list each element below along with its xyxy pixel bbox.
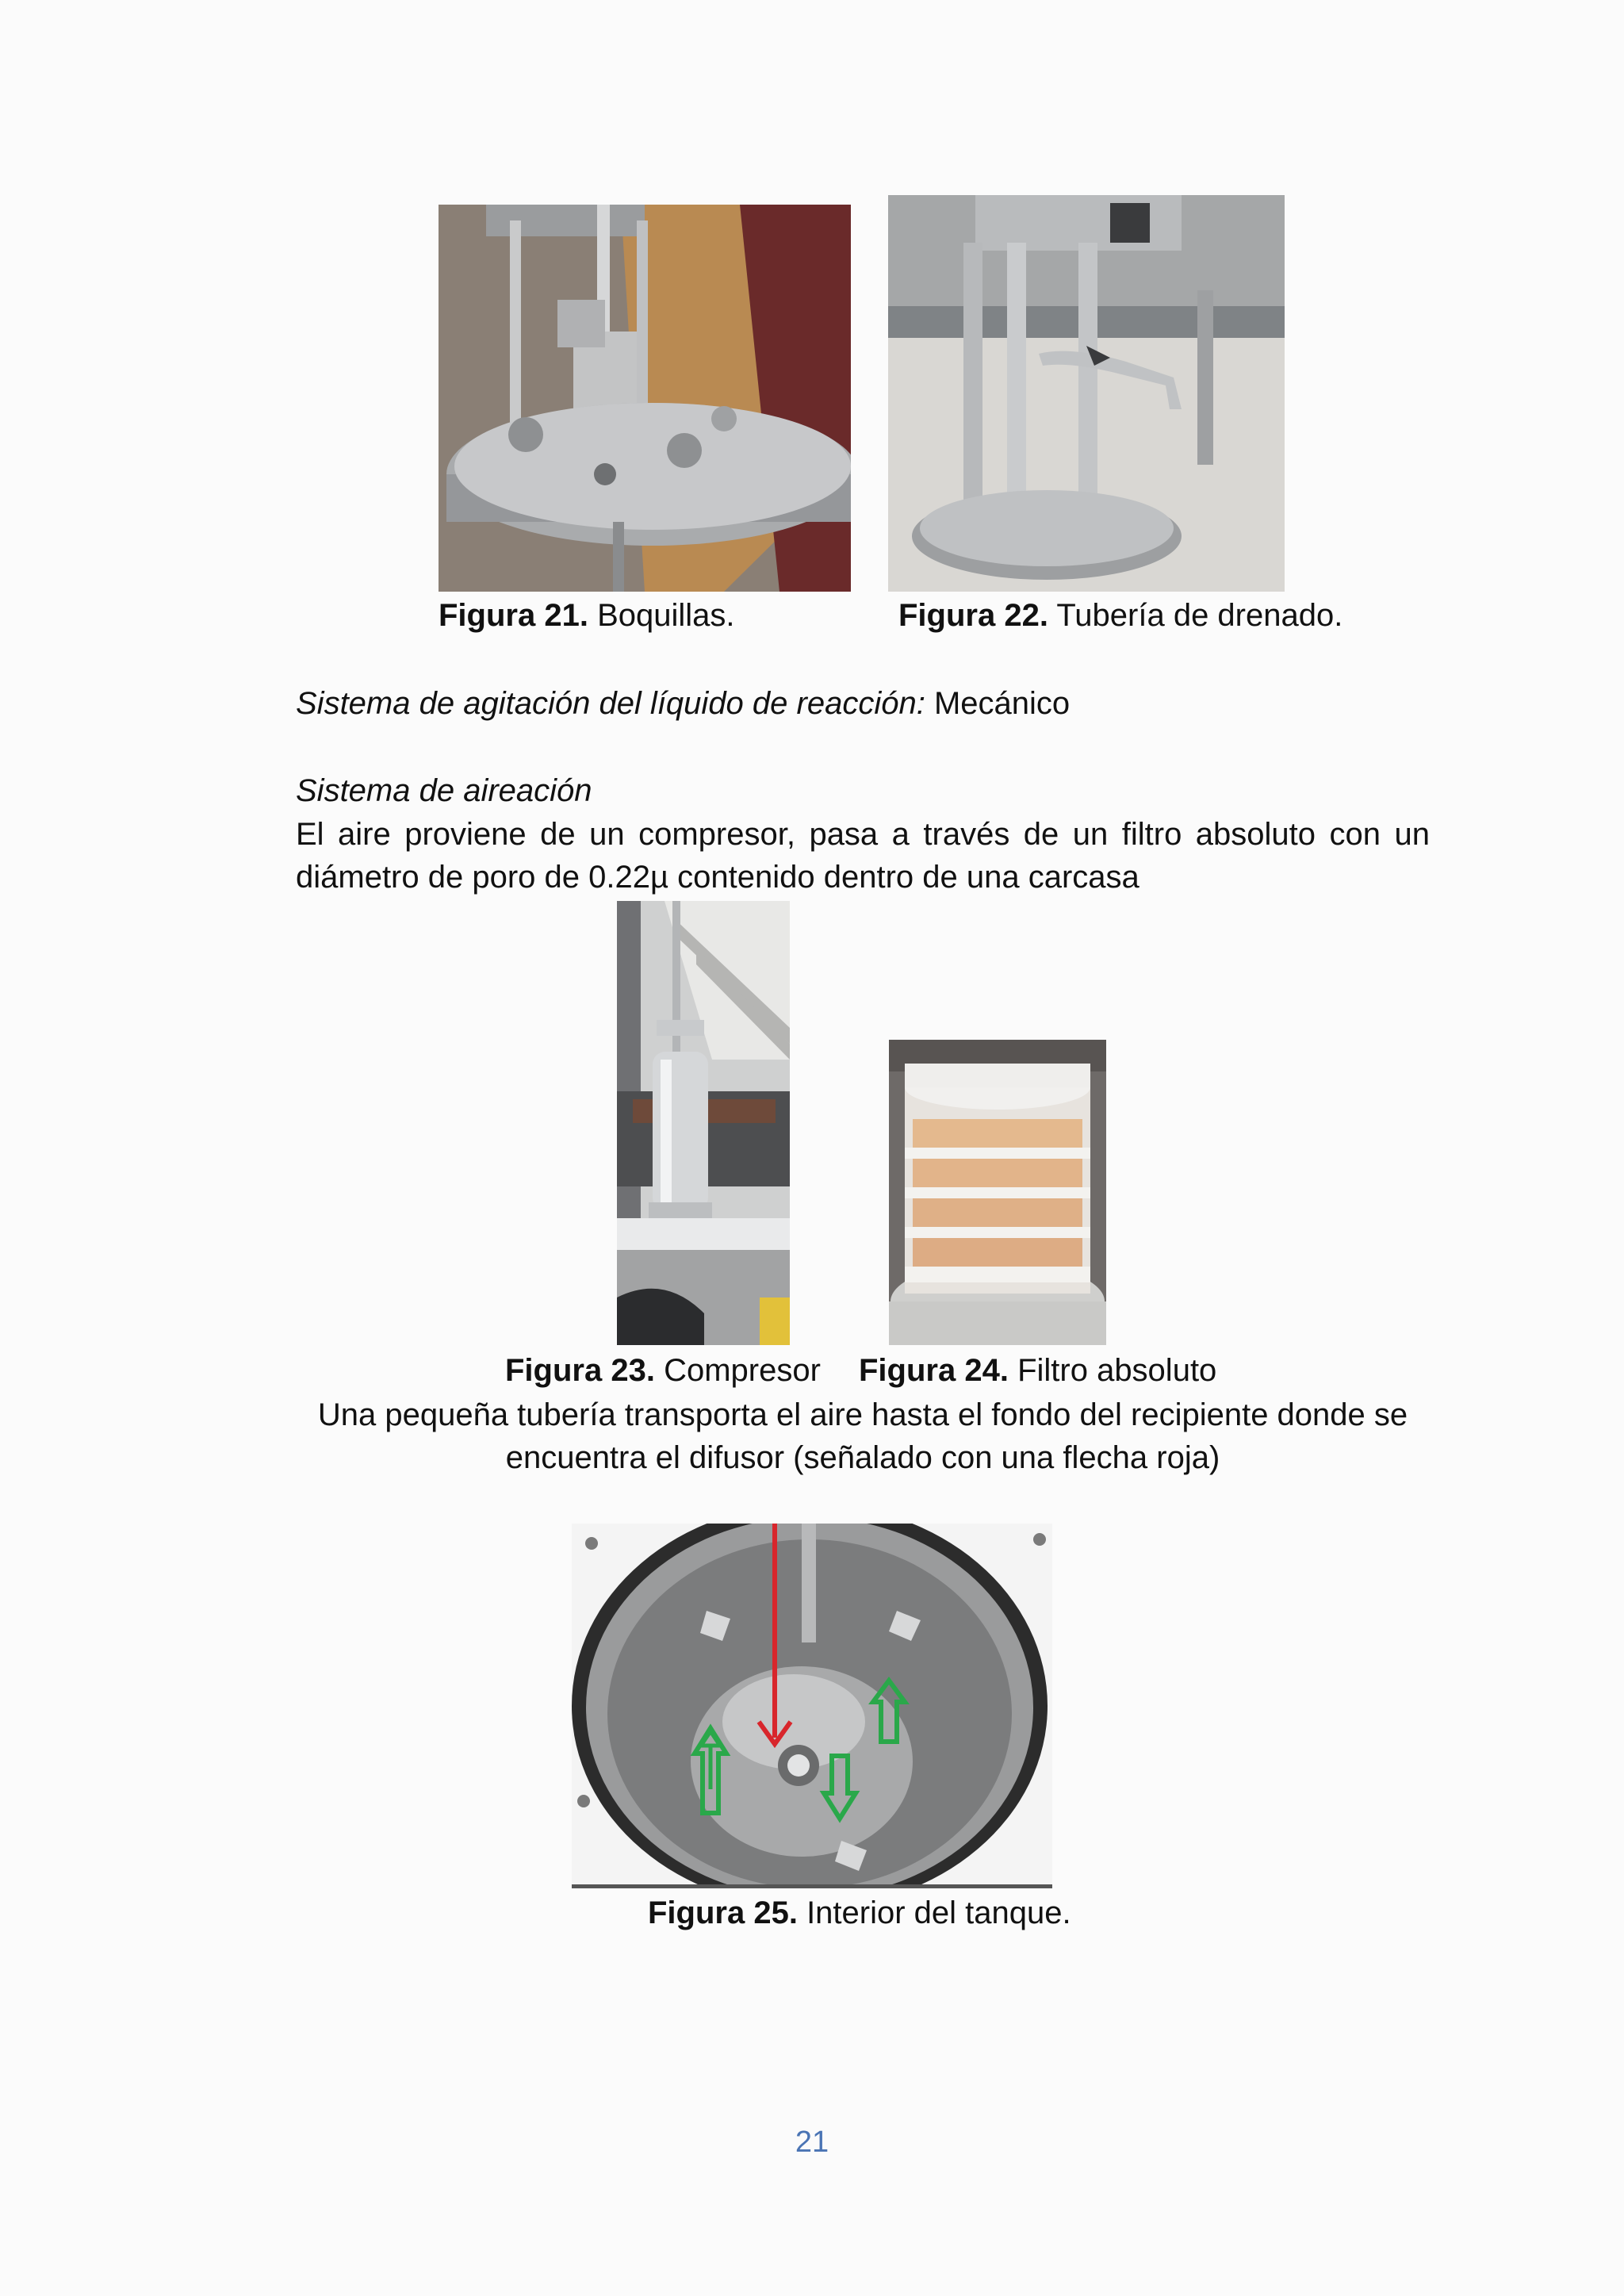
aeration-paragraph: El aire proviene de un compresor, pasa a través de un filtro absoluto con un diámetro de poro de 0.22µ contenido dentro de una carcasa [296,817,1430,895]
figure-21-text: Boquillas. [588,598,735,633]
figure-23-photo [617,901,790,1345]
page-number: 21 [795,2125,829,2159]
pipe-paragraph: Una pequeña tubería transporta el aire hasta el fondo del recipiente donde se encuentra el difusor (señalado con una flecha roja) [317,1397,1408,1475]
figure-23-caption [505,1351,821,1389]
figure-25-photo [572,1524,1052,1888]
figure-24-text: Filtro absoluto [1008,1353,1217,1388]
figure-22-label: Figura 22. [898,598,1048,633]
agitation-value: Mecánico [925,686,1071,721]
figure-21-label: Figura 21. [439,598,588,633]
figure-24-photo [889,1040,1106,1345]
figure-22-text: Tubería de drenado. [1048,598,1343,633]
figure-23-text: Compresor [654,1353,821,1388]
agitation-label: Sistema de agitación del líquido de reacción: [296,686,925,721]
figure-24-caption [859,1351,1216,1389]
figure-25-label: Figura 25. [648,1895,798,1930]
aeration-heading: Sistema de aireación [296,773,592,808]
figure-21-photo [439,205,851,592]
figure-22-caption [898,596,1342,634]
agitation-line [296,682,1430,725]
figure-23-label: Figura 23. [505,1353,655,1388]
figure-22-photo [888,195,1285,592]
figure-25-caption [648,1894,1071,1932]
figure-25-text: Interior del tanque. [797,1895,1071,1930]
figure-21-caption [439,596,735,634]
figure-24-label: Figura 24. [859,1353,1009,1388]
